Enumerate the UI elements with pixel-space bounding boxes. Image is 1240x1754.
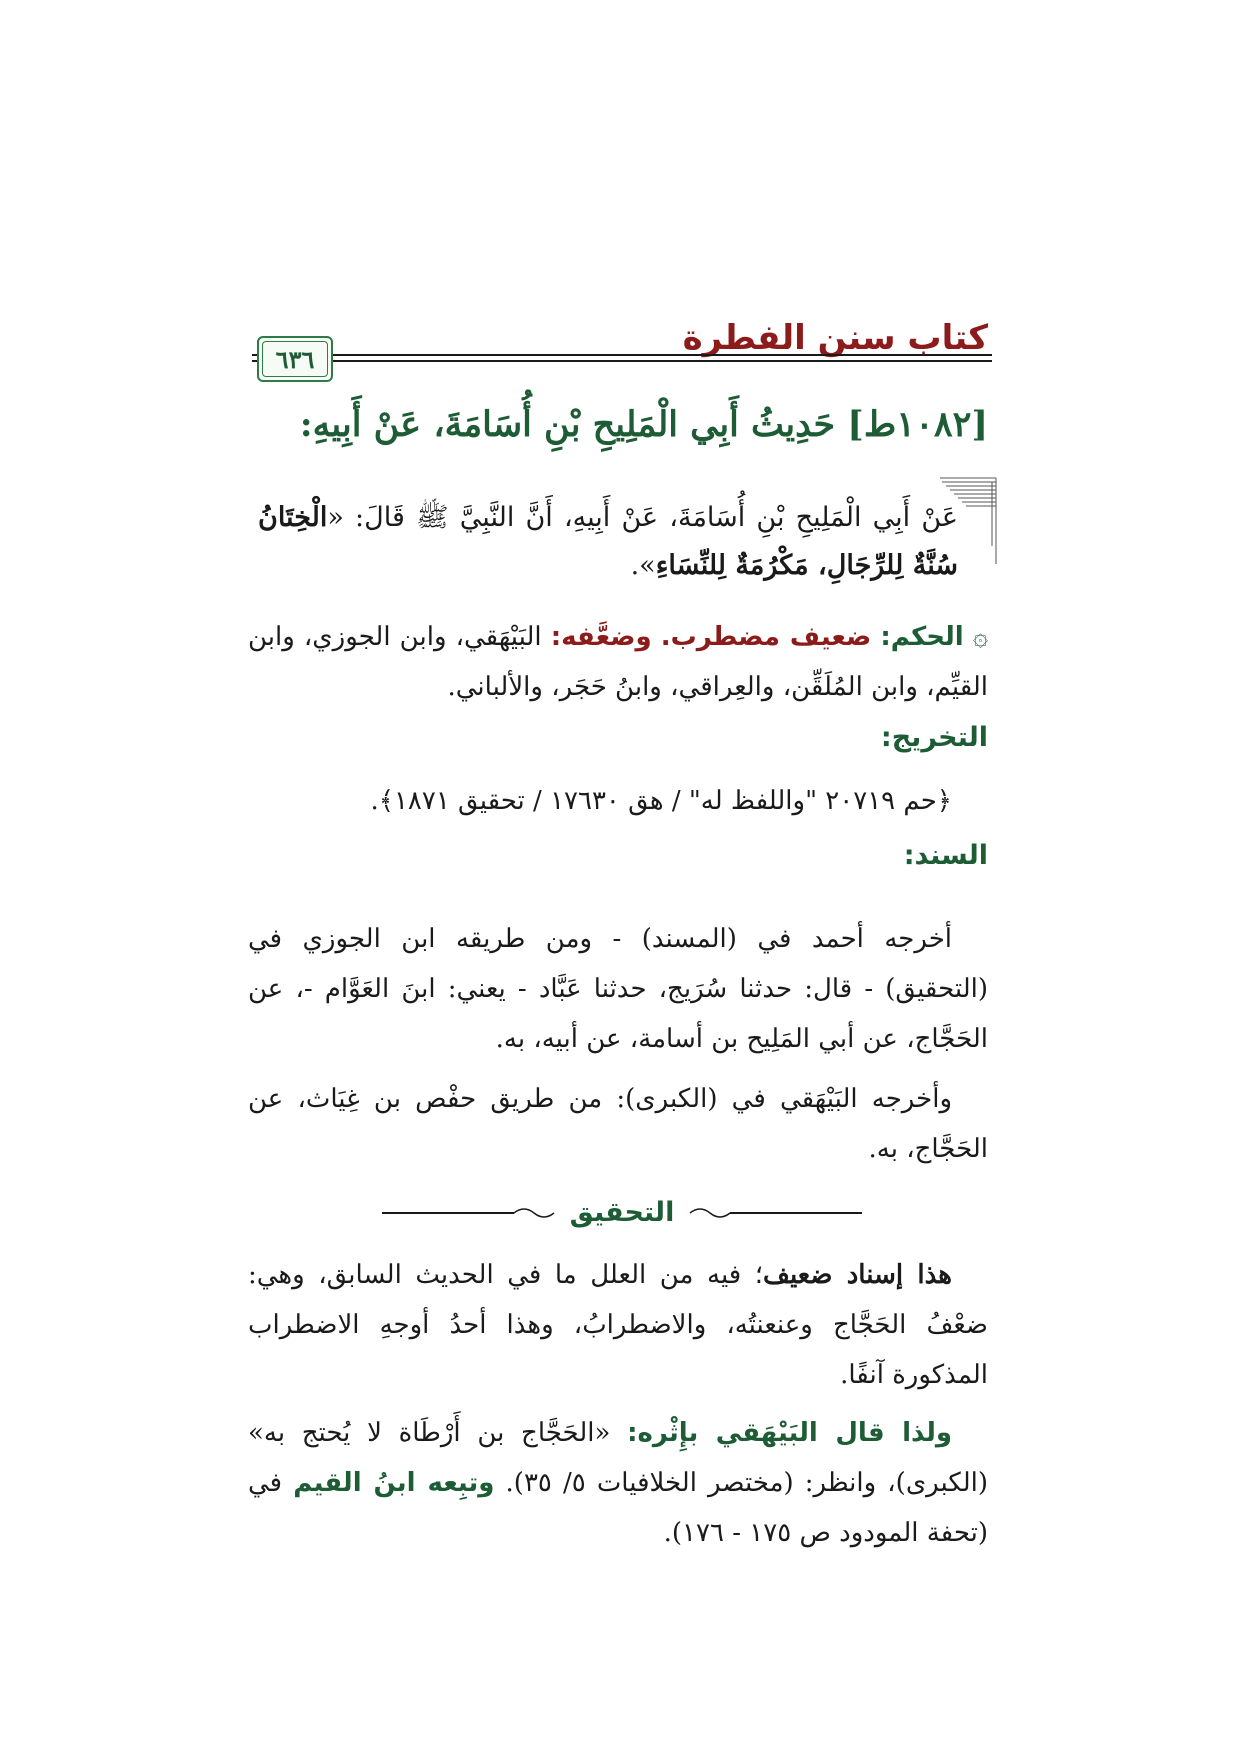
matn-intro: عَنْ أَبِي الْمَلِيحِ بْنِ أُسَامَةَ، عَنْ أَبِيهِ، أَنَّ النَّبِيَّ ﷺ قَالَ: « [327,502,958,533]
tahqiq-divider [252,1195,992,1231]
hukm-label: الحكم: [880,622,964,652]
page-number-frame [257,336,333,382]
tahqiq-p2-text1: «الحَجَّاج بن أَرْطَاة لا يُحتج به» (الكبرى)، وانظر: (مختصر الخلافيات ٥/ ٣٥). [248,1418,989,1498]
matn-end: ». [630,550,656,581]
running-title: كتاب سنن الفطرة [682,318,988,358]
tahqiq-heading: التحقيق [569,1197,675,1228]
takhrij-text: ﴿حم ٢٠٧١٩ "واللفظ له" / هق ١٧٦٣٠ / تحقيق ١٨٧١﴾. [370,786,952,816]
hadith-matn [258,494,958,590]
tahqiq-p1-text: ؛ فيه من العلل ما في الحديث السابق، وهي: ضعْفُ الحَجَّاج وعنعنتُه، والاضطرابُ، وهذا أحدُ أوجهِ الاضطراب المذكورة آنفًا. [248,1260,988,1390]
page-number: ٦٣٦ [262,341,328,377]
tahqiq-paragraph-1 [248,1250,988,1400]
sanad-paragraph-2: وأخرجه البَيْهَقي في (الكبرى): من طريق حفْص بن غِيَاث، عن الحَجَّاج، به. [248,1084,988,1164]
tahqiq-p2-text2: في (تحفة المودود ص ١٧٥ - ١٧٦). [248,1468,988,1548]
sanad-paragraph-1: أخرجه أحمد في (المسند) - ومن طريقه ابن الجوزي في (التحقيق) - قال: حدثنا سُرَيج، حدثنا عَبَّاد - يعني: ابنَ العَوَّام -، عن الحَجَّاج، عن أبي المَلِيح بن أسامة، عن أبيه، به. [248,924,988,1054]
hukm-weakened-label: وضعَّفه: [550,622,652,652]
tahqiq-p1-bold: هذا إسناد ضعيف [763,1260,952,1290]
flower-icon: ۞ [972,622,989,652]
hadith-title: [١٠٨٢ط] حَدِيثُ أَبِي الْمَلِيحِ بْنِ أُسَامَةَ، عَنْ أَبِيهِ: [299,404,988,445]
header-rule [252,352,992,364]
sanad-heading: السند: [903,840,988,871]
hukm-text: البَيْهَقي، وابن الجوزي، وابن القيِّم، وابن المُلَقِّن، والعِراقي، وابنُ حَجَر، والألباني. [248,622,988,702]
tahqiq-paragraph-2 [248,1408,988,1558]
hukm-paragraph [248,612,988,712]
matn-bold: الْخِتَانُ سُنَّةٌ لِلرِّجَالِ، مَكْرُمَةٌ لِلنِّسَاءِ [258,502,958,581]
hukm-grade: ضعيف مضطرب. [660,622,872,652]
tahqiq-p2-label: ولذا قال البَيْهَقي بإِثْره: [627,1418,952,1448]
tahqiq-p2-label2: وتبِعه ابنُ القيم [293,1468,495,1498]
takhrij-heading: التخريج: [880,722,988,753]
